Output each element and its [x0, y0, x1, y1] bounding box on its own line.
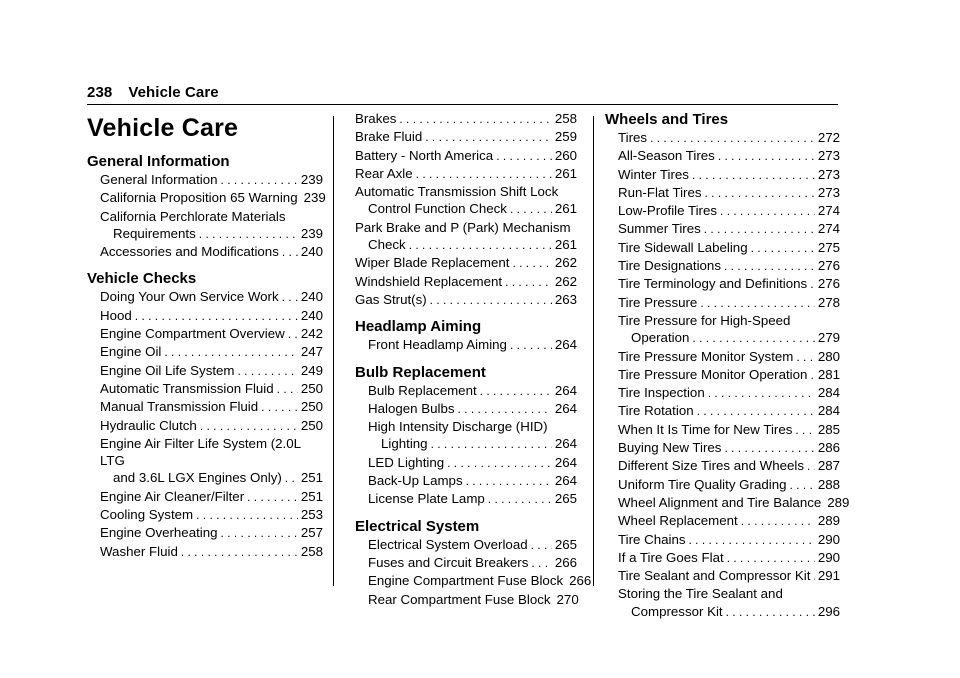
entry-title: Lighting — [381, 436, 428, 452]
entry-page-number: 266 — [554, 554, 577, 570]
toc-entry[interactable] — [618, 384, 840, 402]
entry-title: Cooling System — [100, 507, 194, 523]
entry-page-number: 250 — [300, 417, 323, 433]
entry-page-number: 274 — [817, 203, 840, 219]
toc-column-1 — [87, 110, 326, 569]
entry-page-number: 280 — [817, 348, 840, 364]
dot-leader — [813, 568, 814, 585]
entry-title-line: Storing the Tire Sealant and — [618, 586, 783, 602]
toc-entry[interactable] — [618, 129, 840, 147]
dot-leader — [692, 330, 814, 347]
column-divider — [333, 116, 334, 586]
entry-title: Bulb Replacement — [368, 382, 477, 398]
entry-title: Halogen Bulbs — [368, 400, 455, 416]
section-title: Wheels and Tires — [605, 111, 729, 128]
toc-section — [605, 110, 850, 621]
toc-entry[interactable] — [355, 254, 577, 272]
entry-title: If a Tire Goes Flat — [618, 549, 724, 565]
entry-title: Electrical System Overload — [368, 536, 528, 552]
entry-title: Hood — [100, 307, 132, 323]
entry-title: Buying New Tires — [618, 440, 722, 456]
entry-page-number: 274 — [817, 221, 840, 237]
dot-leader — [789, 477, 814, 494]
entry-page-number: 250 — [300, 380, 323, 396]
entry-title: General Information — [100, 172, 218, 187]
toc-entry[interactable] — [100, 488, 323, 506]
entry-page-number: 264 — [554, 382, 577, 398]
toc-entry[interactable] — [100, 362, 323, 380]
dot-leader — [724, 258, 815, 275]
toc-section — [355, 317, 577, 354]
entry-page-number: 240 — [300, 307, 323, 323]
entry-title: Brake Fluid — [355, 129, 423, 145]
toc-entry[interactable] — [368, 400, 577, 418]
toc-entry-list — [355, 336, 577, 354]
dot-leader — [277, 381, 298, 398]
toc-entry-list — [355, 110, 577, 309]
toc-entry[interactable] — [368, 336, 577, 354]
entry-title: Tire Rotation — [618, 403, 694, 419]
entry-page-number: 265 — [554, 491, 577, 507]
entry-page-number: 289 — [817, 513, 840, 529]
entry-title: Battery - North America — [355, 147, 494, 163]
dot-leader — [282, 244, 298, 261]
entry-page-number: 279 — [817, 330, 840, 346]
toc-entry[interactable] — [618, 275, 840, 293]
dot-leader — [238, 363, 298, 380]
entry-title: Tire Sealant and Compressor Kit — [618, 568, 811, 584]
entry-title: Wheel Alignment and Tire Balance — [618, 494, 822, 510]
entry-page-number: 264 — [554, 337, 577, 353]
entry-title: Winter Tires — [618, 166, 689, 182]
entry-page-number: 264 — [554, 454, 577, 470]
dot-leader — [726, 604, 815, 621]
entry-title: Wheel Replacement — [618, 513, 738, 529]
toc-entry-list — [87, 288, 323, 560]
toc-entry-list — [87, 171, 326, 261]
entry-page-number: 276 — [817, 276, 840, 292]
toc-entry[interactable] — [100, 171, 323, 189]
entry-page-number: 258 — [300, 543, 323, 559]
toc-entry[interactable] — [368, 591, 577, 609]
entry-title-line: Automatic Transmission Shift Lock — [355, 184, 559, 200]
toc-entry[interactable] — [618, 239, 840, 257]
toc-entry[interactable] — [618, 294, 840, 312]
entry-title: Tire Pressure Monitor Operation — [618, 366, 808, 382]
entry-title: Tires — [618, 130, 648, 145]
section-title: Bulb Replacement — [355, 363, 486, 381]
dot-leader — [261, 399, 298, 416]
toc-entry[interactable] — [100, 208, 323, 244]
toc-section — [87, 152, 326, 261]
entry-page-number: 247 — [300, 344, 323, 360]
dot-leader — [409, 237, 552, 254]
entry-title: Engine Oil Life System — [100, 362, 235, 378]
entry-page-number: 275 — [817, 239, 840, 255]
entry-page-number: 278 — [817, 294, 840, 310]
dot-leader — [697, 403, 815, 420]
dot-leader — [399, 111, 551, 128]
dot-leader — [221, 172, 298, 189]
entry-page-number: 281 — [817, 366, 840, 382]
toc-entry[interactable] — [618, 147, 840, 165]
dot-leader — [795, 422, 814, 439]
toc-entry[interactable] — [368, 454, 577, 472]
entry-title-line: Park Brake and P (Park) Mechanism — [355, 219, 571, 235]
entry-title: California Proposition 65 Warning — [100, 190, 298, 206]
toc-entry[interactable] — [355, 273, 577, 291]
dot-leader — [164, 344, 297, 361]
entry-title: Doing Your Own Service Work — [100, 289, 279, 305]
entry-page-number: 296 — [817, 603, 840, 619]
entry-page-number: 284 — [817, 385, 840, 401]
entry-page-number: 261 — [554, 165, 577, 181]
entry-title-line: High Intensity Discharge (HID) — [368, 419, 548, 435]
entry-title: Rear Axle — [355, 165, 413, 181]
dot-leader — [430, 292, 552, 309]
dot-leader — [810, 367, 814, 384]
dot-leader — [282, 289, 298, 306]
toc-entry[interactable] — [100, 435, 323, 488]
entry-title: Manual Transmission Fluid — [100, 399, 259, 415]
toc-section — [355, 517, 592, 609]
entry-title: Run-Flat Tires — [618, 184, 702, 200]
entry-page-number: 273 — [817, 148, 840, 164]
entry-title: Rear Compartment Fuse Block — [368, 591, 551, 607]
entry-page-number: 239 — [300, 225, 323, 241]
entry-title: License Plate Lamp — [368, 491, 485, 507]
dot-leader — [689, 532, 815, 549]
entry-page-number: 285 — [817, 421, 840, 437]
dot-leader — [447, 455, 552, 472]
toc-entry[interactable] — [618, 476, 840, 494]
dot-leader — [458, 401, 552, 418]
entry-page-number: 266 — [569, 573, 592, 589]
dot-leader — [505, 274, 552, 291]
dot-leader — [510, 337, 552, 354]
toc-entry[interactable] — [100, 243, 323, 261]
toc-entry[interactable] — [618, 257, 840, 275]
toc-entry[interactable] — [618, 402, 840, 420]
toc-entry[interactable] — [368, 536, 577, 554]
entry-page-number: 264 — [554, 400, 577, 416]
entry-page-number: 262 — [554, 255, 577, 271]
entry-page-number: 239 — [300, 172, 323, 187]
toc-entry[interactable] — [618, 184, 840, 202]
entry-page-number: 240 — [300, 289, 323, 305]
entry-title: Engine Compartment Overview — [100, 326, 285, 342]
toc-entry[interactable] — [368, 572, 592, 590]
dot-leader — [425, 129, 552, 146]
dot-leader — [199, 226, 298, 243]
entry-title: Engine Compartment Fuse Block — [368, 573, 564, 589]
dot-leader — [466, 473, 552, 490]
toc-entry[interactable] — [368, 490, 577, 508]
toc-entry[interactable] — [618, 166, 840, 184]
toc-entry[interactable] — [618, 457, 840, 475]
entry-title: and 3.6L LGX Engines Only) — [113, 470, 282, 486]
entry-title: Back-Up Lamps — [368, 473, 463, 489]
dot-leader — [796, 349, 814, 366]
column-divider — [593, 116, 594, 586]
toc-entry[interactable] — [618, 421, 840, 439]
chapter-title: Vehicle Care — [87, 114, 239, 142]
toc-entry[interactable] — [100, 398, 323, 416]
toc-entry[interactable] — [618, 567, 840, 585]
toc-entry[interactable] — [368, 472, 577, 490]
dot-leader — [512, 255, 551, 272]
entry-page-number: 261 — [554, 201, 577, 217]
entry-page-number: 251 — [300, 470, 323, 486]
running-title: Vehicle Care — [128, 84, 219, 101]
dot-leader — [810, 276, 815, 293]
dot-leader — [700, 295, 815, 312]
dot-leader — [727, 550, 815, 567]
entry-page-number: 259 — [554, 129, 577, 145]
dot-leader — [531, 537, 552, 554]
entry-title: Hydraulic Clutch — [100, 417, 197, 433]
page-header — [87, 84, 219, 101]
toc-entry[interactable] — [355, 219, 577, 255]
dot-leader — [807, 458, 815, 475]
toc-entry[interactable] — [100, 524, 323, 542]
toc-entry[interactable] — [100, 325, 323, 343]
dot-leader — [718, 148, 815, 165]
entry-page-number: 262 — [554, 273, 577, 289]
dot-leader — [480, 383, 552, 400]
entry-title-line: California Perchlorate Materials — [100, 208, 286, 224]
toc-entry[interactable] — [618, 494, 850, 512]
entry-title: Tire Pressure — [618, 294, 698, 310]
dot-leader — [720, 203, 815, 220]
toc-entry[interactable] — [100, 307, 323, 325]
entry-title: Tire Sidewall Labeling — [618, 239, 748, 255]
toc-column-3 — [605, 110, 850, 629]
dot-leader — [705, 185, 815, 202]
toc-entry[interactable] — [355, 183, 577, 219]
dot-leader — [692, 167, 815, 184]
toc-entry[interactable] — [618, 512, 840, 530]
entry-page-number: 264 — [554, 436, 577, 452]
dot-leader — [288, 326, 298, 343]
entry-page-number: 250 — [300, 399, 323, 415]
entry-title: Engine Overheating — [100, 525, 218, 541]
entry-title: Tire Inspection — [618, 385, 705, 401]
entry-page-number: 240 — [300, 244, 323, 260]
entry-title: Operation — [631, 330, 690, 346]
toc-entry-list — [355, 382, 577, 509]
section-title: Headlamp Aiming — [355, 318, 482, 336]
entry-page-number: 273 — [817, 166, 840, 182]
entry-page-number: 265 — [554, 536, 577, 552]
section-title: Electrical System — [355, 517, 480, 535]
entry-page-number: 289 — [827, 494, 850, 510]
entry-page-number: 291 — [817, 568, 840, 584]
entry-title: Summer Tires — [618, 221, 701, 237]
entry-title: Washer Fluid — [100, 543, 178, 559]
entry-title: Engine Oil — [100, 344, 162, 360]
entry-title: Check — [368, 237, 406, 253]
entry-page-number: 290 — [817, 549, 840, 565]
dot-leader — [196, 507, 298, 524]
entry-title-line: Engine Air Filter Life System (2.0L LTG — [100, 435, 301, 469]
entry-page-number: 249 — [300, 362, 323, 378]
dot-leader — [200, 418, 298, 435]
entry-title: Accessories and Modifications — [100, 244, 279, 260]
toc-entry[interactable] — [100, 417, 323, 435]
toc-entry[interactable] — [618, 585, 840, 621]
entry-title: Different Size Tires and Wheels — [618, 458, 804, 474]
toc-entry[interactable] — [368, 418, 577, 454]
entry-title: Engine Air Cleaner/Filter — [100, 488, 245, 504]
toc-entry[interactable] — [368, 554, 577, 572]
entry-page-number: 272 — [817, 130, 840, 145]
toc-entry[interactable] — [618, 366, 840, 384]
toc-entry[interactable] — [368, 382, 577, 400]
entry-page-number: 261 — [554, 237, 577, 253]
entry-title-line: Tire Pressure for High-Speed — [618, 312, 791, 328]
entry-title: Wiper Blade Replacement — [355, 255, 510, 271]
entry-page-number: 251 — [300, 488, 323, 504]
section-title: General Information — [87, 153, 230, 170]
toc-entry[interactable] — [355, 147, 577, 165]
toc-entry[interactable] — [355, 128, 577, 146]
toc-column-2 — [355, 110, 592, 617]
entry-page-number: 239 — [303, 190, 326, 206]
entry-title: Windshield Replacement — [355, 273, 503, 289]
toc-entry[interactable] — [618, 549, 840, 567]
toc-section — [87, 269, 323, 560]
dot-leader — [650, 130, 815, 147]
toc-entry[interactable] — [100, 380, 323, 398]
toc-entry[interactable] — [355, 165, 577, 183]
entry-title: LED Lighting — [368, 454, 445, 470]
section-title: Vehicle Checks — [87, 270, 197, 288]
dot-leader — [431, 436, 552, 453]
entry-page-number: 288 — [817, 476, 840, 492]
toc-entry[interactable] — [618, 348, 840, 366]
toc-entry[interactable] — [618, 531, 840, 549]
toc-entry[interactable] — [618, 439, 840, 457]
entry-title: Automatic Transmission Fluid — [100, 380, 274, 396]
entry-title: Tire Pressure Monitor System — [618, 348, 794, 364]
dot-leader — [704, 221, 815, 238]
toc-entry-list — [355, 536, 592, 609]
entry-title: Gas Strut(s) — [355, 291, 427, 307]
dot-leader — [181, 544, 298, 561]
header-rule — [87, 104, 838, 105]
entry-title: Front Headlamp Aiming — [368, 337, 507, 353]
entry-title: All-Season Tires — [618, 148, 715, 164]
entry-title: Control Function Check — [368, 201, 507, 217]
toc-section — [355, 363, 577, 509]
dot-leader — [488, 491, 552, 508]
toc-section — [355, 110, 577, 309]
toc-entry[interactable] — [100, 343, 323, 361]
dot-leader — [510, 201, 552, 218]
entry-page-number: 242 — [300, 326, 323, 342]
entry-title: Requirements — [113, 225, 196, 241]
entry-title: Brakes — [355, 111, 397, 126]
entry-title: Tire Terminology and Definitions — [618, 276, 808, 292]
entry-title: Tire Chains — [618, 531, 686, 547]
entry-page-number: 264 — [554, 473, 577, 489]
entry-page-number: 258 — [554, 111, 577, 126]
entry-title: Uniform Tire Quality Grading — [618, 476, 787, 492]
toc-entry[interactable] — [100, 506, 323, 524]
entry-title: Compressor Kit — [631, 603, 723, 619]
dot-leader — [247, 489, 298, 506]
dot-leader — [741, 513, 815, 530]
toc-entry-list — [605, 129, 850, 621]
toc-entry[interactable] — [618, 202, 840, 220]
toc-entry[interactable] — [618, 220, 840, 238]
toc-entry[interactable] — [355, 291, 577, 309]
page-number: 238 — [87, 84, 113, 101]
entry-page-number: 286 — [817, 440, 840, 456]
toc-entry[interactable] — [618, 312, 840, 348]
dot-leader — [135, 308, 298, 325]
dot-leader — [531, 555, 551, 572]
entry-page-number: 257 — [300, 525, 323, 541]
dot-leader — [724, 440, 814, 457]
dot-leader — [221, 525, 298, 542]
toc-entry[interactable] — [355, 110, 577, 128]
entry-page-number: 253 — [300, 507, 323, 523]
dot-leader — [416, 166, 552, 183]
dot-leader — [751, 240, 815, 257]
toc-entry[interactable] — [100, 543, 323, 561]
entry-page-number: 270 — [556, 591, 579, 607]
toc-entry[interactable] — [100, 288, 323, 306]
entry-page-number: 260 — [554, 147, 577, 163]
entry-title: Tire Designations — [618, 258, 721, 274]
entry-page-number: 284 — [817, 403, 840, 419]
entry-page-number: 276 — [817, 258, 840, 274]
dot-leader — [708, 385, 815, 402]
entry-page-number: 263 — [554, 291, 577, 307]
entry-page-number: 273 — [817, 184, 840, 200]
entry-title: Low-Profile Tires — [618, 203, 718, 219]
dot-leader — [285, 470, 298, 487]
entry-page-number: 290 — [817, 531, 840, 547]
entry-title: Fuses and Circuit Breakers — [368, 554, 529, 570]
entry-title: When It Is Time for New Tires — [618, 421, 793, 437]
dot-leader — [496, 148, 552, 165]
entry-page-number: 287 — [817, 458, 840, 474]
toc-entry[interactable] — [100, 189, 326, 207]
